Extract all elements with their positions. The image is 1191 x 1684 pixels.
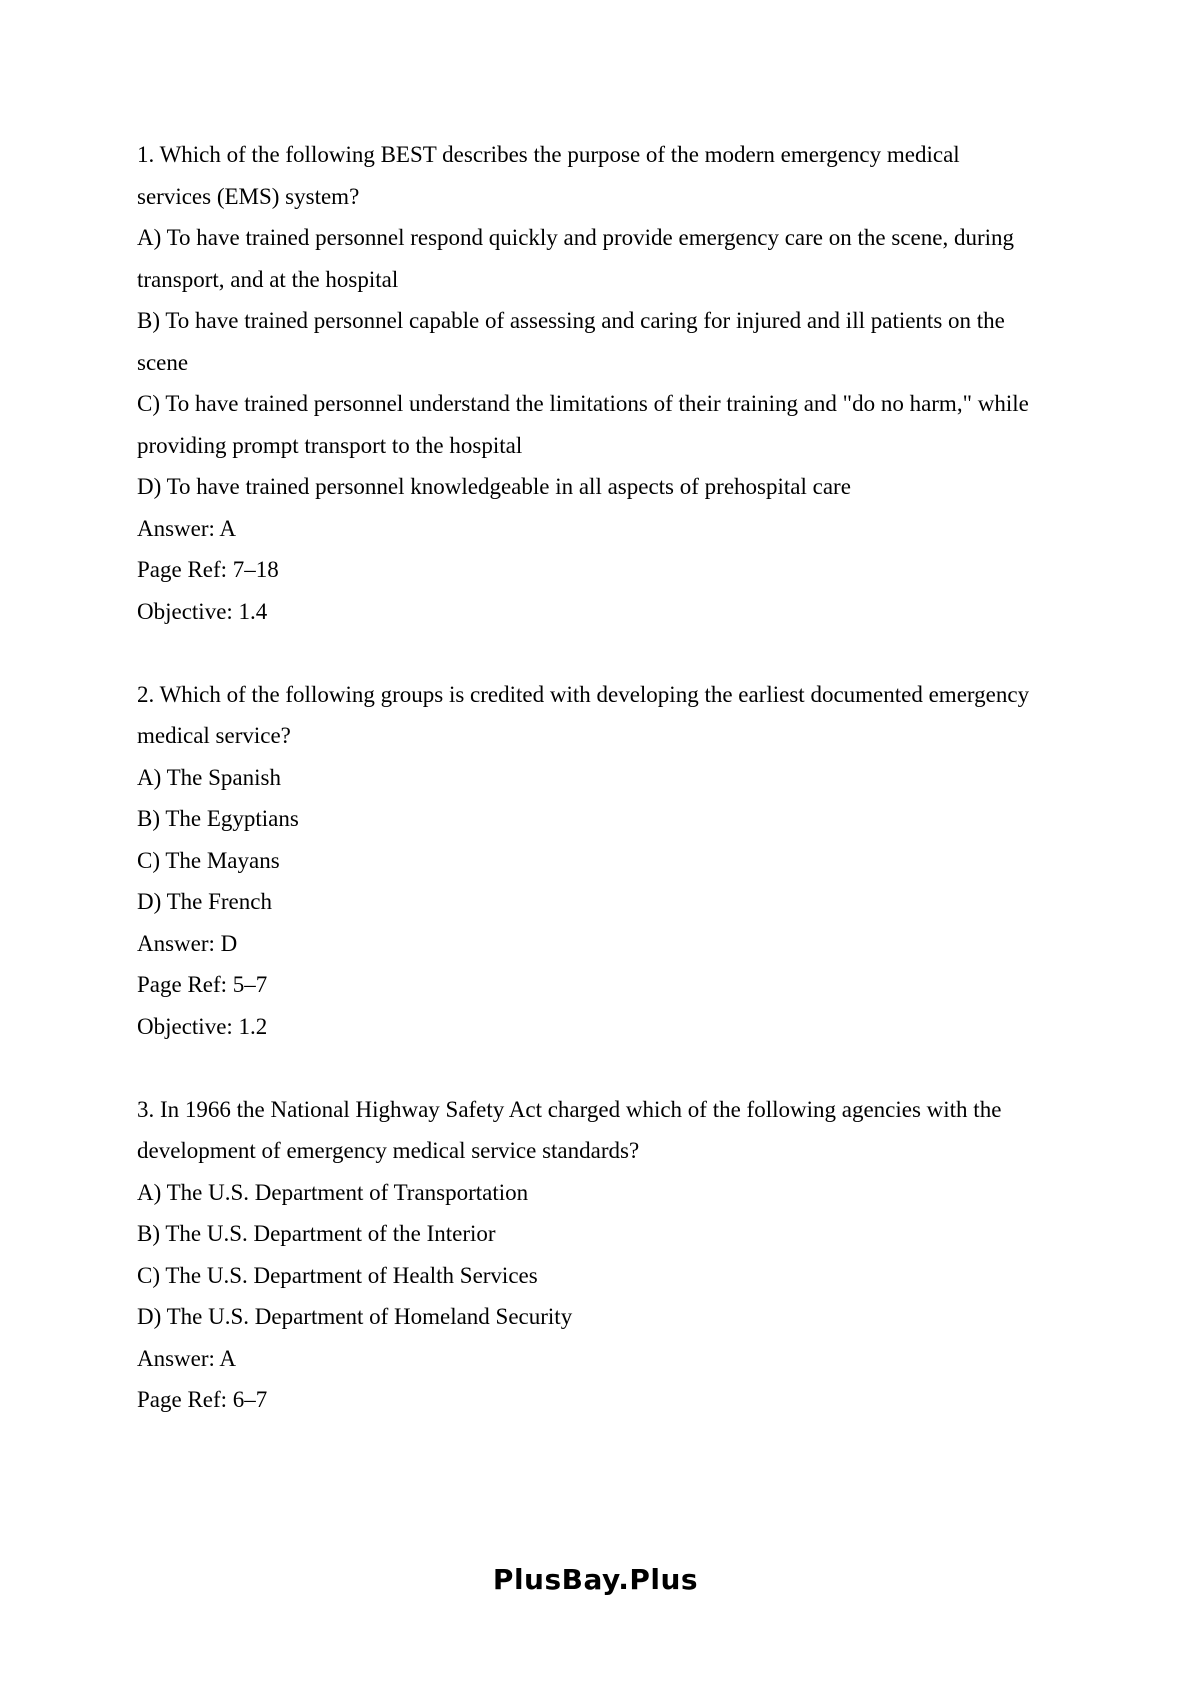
question-text-line: 1. Which of the following BEST describes the purpose of the modern emergency medical: [137, 142, 960, 167]
option-line: C) To have trained personnel understand the limitations of their training and "do no harm," while: [137, 391, 1029, 416]
question-block-3: [137, 1089, 1117, 1421]
question-list: [137, 134, 1117, 1462]
option-line: C) The U.S. Department of Health Services: [137, 1262, 538, 1288]
page-ref-line: Page Ref: 7–18: [137, 557, 279, 582]
page-ref-line: Page Ref: 5–7: [137, 972, 268, 997]
footer-brand-watermark: PlusBay.Plus: [492, 1563, 699, 1596]
option-line: C) The Mayans: [137, 847, 280, 873]
question-text-line: 3. In 1966 the National Highway Safety Act charged which of the following agencies with the: [137, 1096, 1002, 1122]
option-line: A) To have trained personnel respond quickly and provide emergency care on the scene, during: [137, 225, 1014, 250]
option-line: B) The U.S. Department of the Interior: [137, 1221, 496, 1246]
option-line: D) The U.S. Department of Homeland Security: [137, 1304, 573, 1329]
option-line: B) The Egyptians: [137, 806, 299, 831]
question-text-line: development of emergency medical service standards?: [137, 1138, 640, 1163]
option-line: D) To have trained personnel knowledgeable in all aspects of prehospital care: [137, 474, 851, 499]
objective-line: Objective: 1.2: [137, 1013, 268, 1039]
option-line: A) The Spanish: [137, 764, 281, 790]
option-line: B) To have trained personnel capable of assessing and caring for injured and ill patients on the: [137, 308, 1005, 333]
option-line: D) The French: [137, 889, 272, 914]
answer-line: Answer: D: [137, 930, 238, 956]
objective-line: Objective: 1.4: [137, 598, 268, 624]
answer-line: Answer: A: [137, 1345, 237, 1371]
option-line: scene: [137, 349, 189, 375]
page-ref-line: Page Ref: 6–7: [137, 1387, 268, 1412]
question-text-line: 2. Which of the following groups is credited with developing the earliest documented emergency: [137, 681, 1030, 707]
question-text-line: medical service?: [137, 723, 291, 748]
option-line: providing prompt transport to the hospital: [137, 432, 523, 458]
answer-line: Answer: A: [137, 515, 237, 541]
option-line: A) The U.S. Department of Transportation: [137, 1179, 529, 1205]
question-text-line: services (EMS) system?: [137, 183, 360, 209]
question-block-1: [137, 134, 1117, 632]
question-block-2: [137, 674, 1117, 1048]
option-line: transport, and at the hospital: [137, 266, 399, 292]
